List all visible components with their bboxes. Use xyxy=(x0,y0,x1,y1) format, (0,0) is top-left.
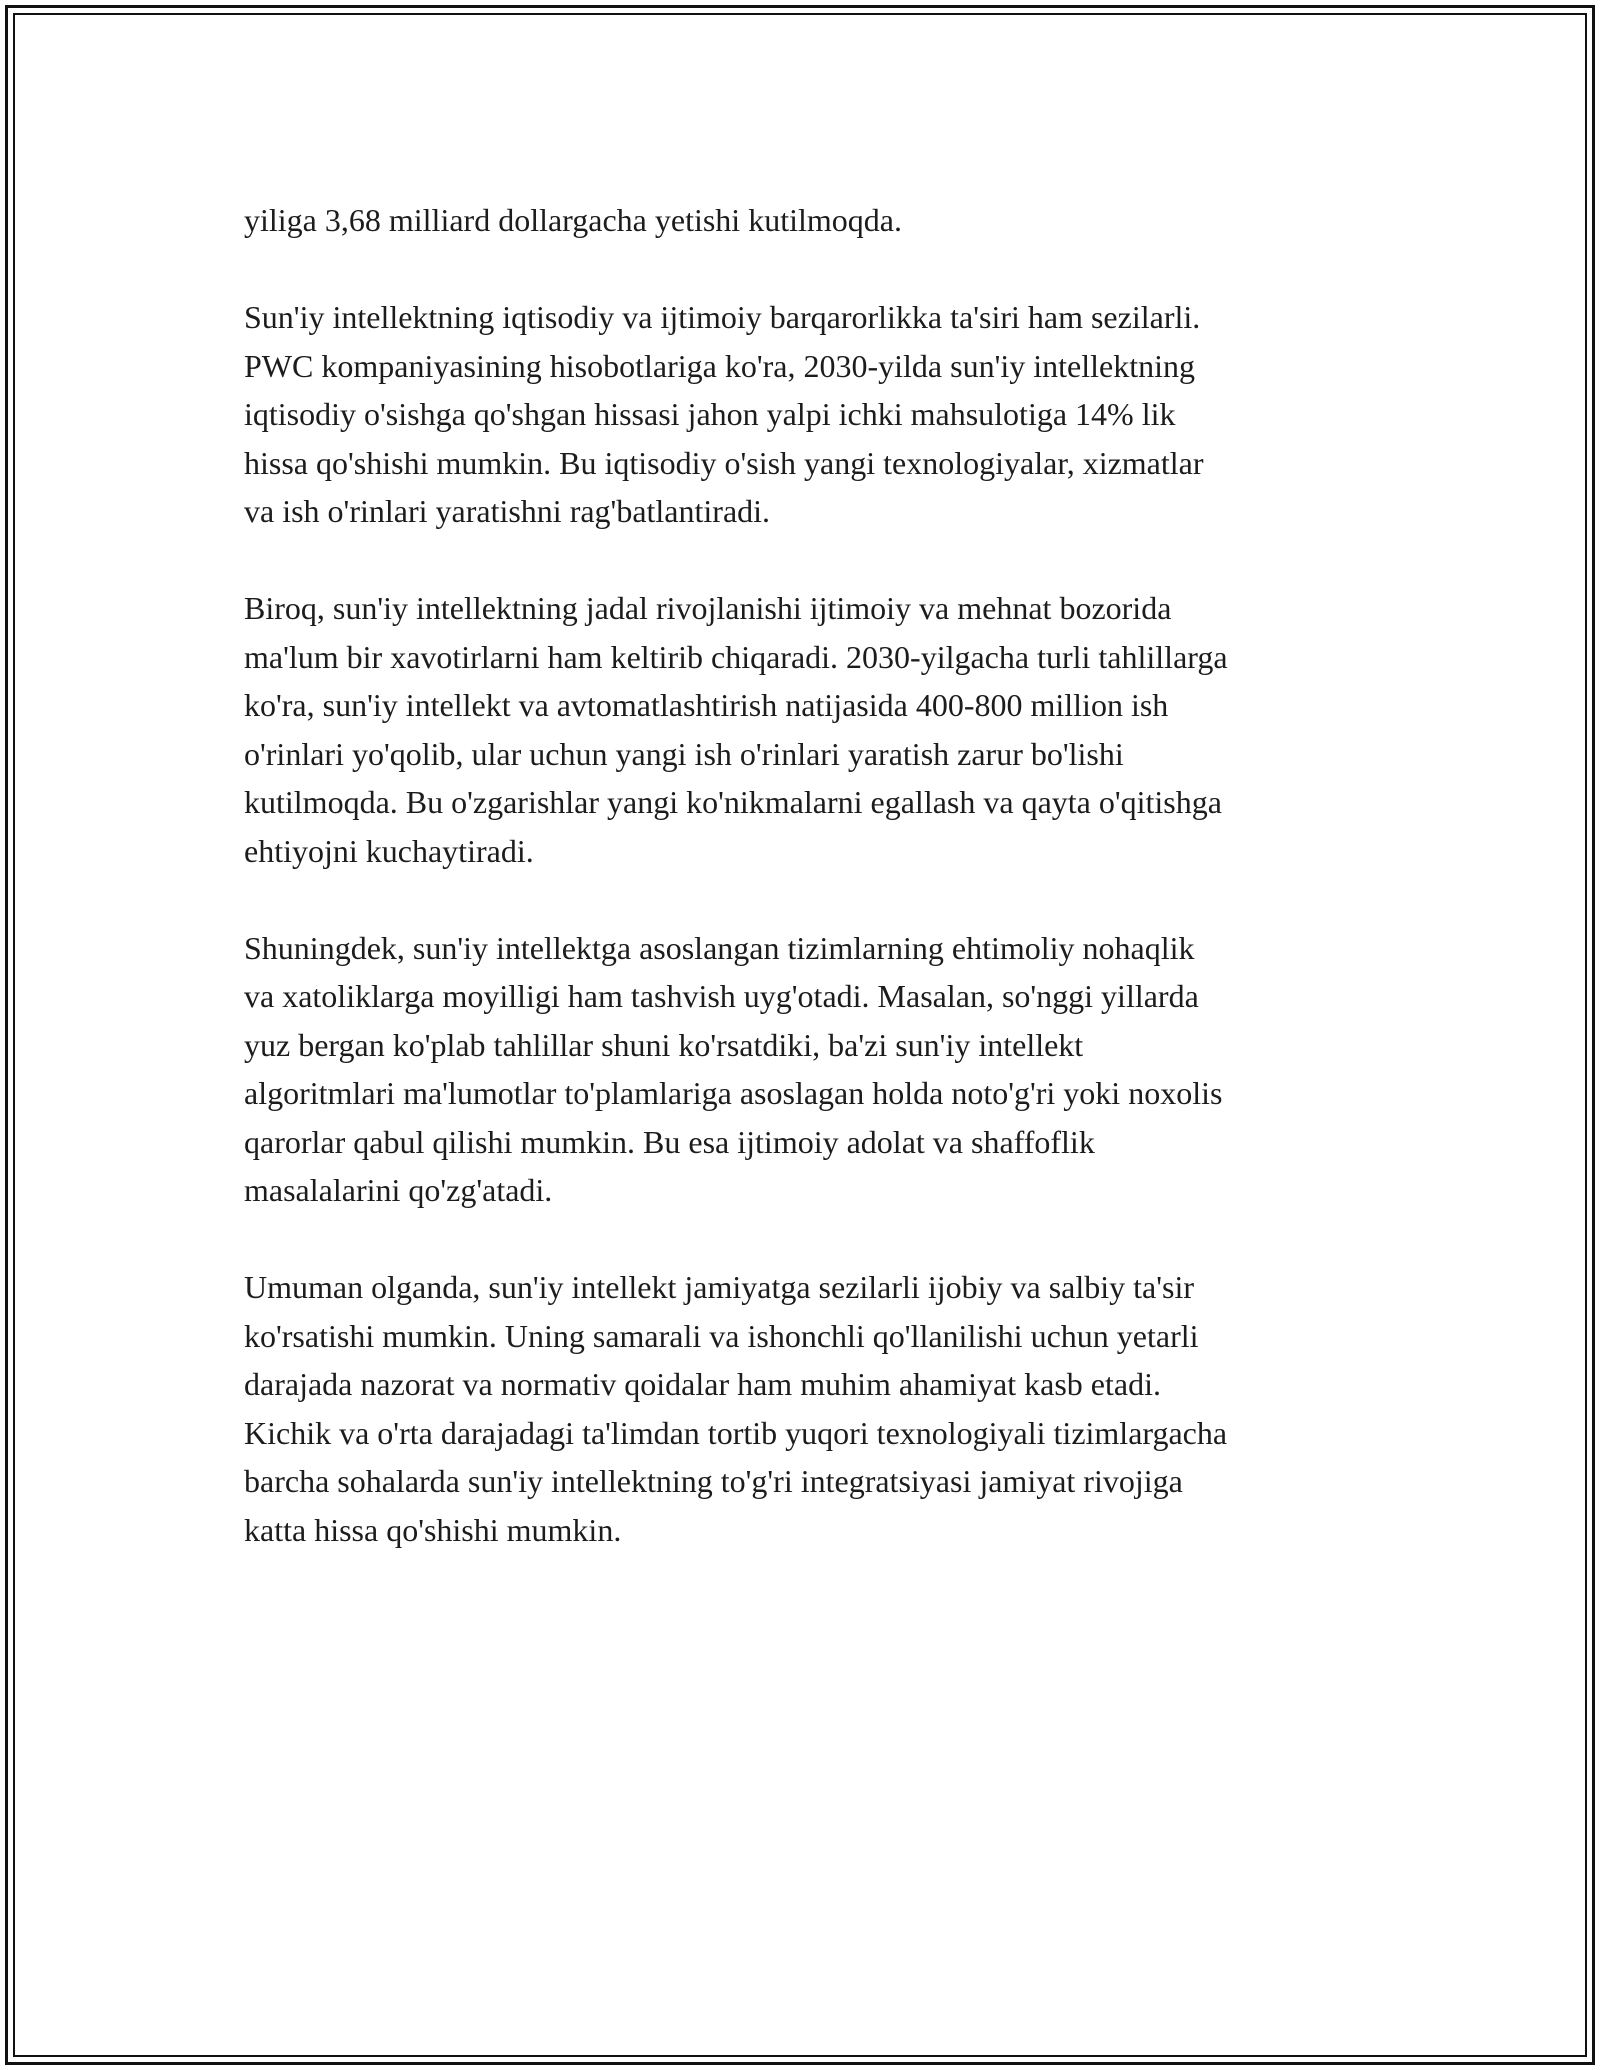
text-line: va ish o'rinlari yaratishni rag'batlantiradi. xyxy=(244,493,771,529)
text-line: ko'ra, sun'iy intellekt va avtomatlashtirish natijasida 400-800 million ish xyxy=(244,687,1169,723)
text-line: qarorlar qabul qilishi mumkin. Bu esa ijtimoiy adolat va shaffoflik xyxy=(244,1123,1095,1160)
text-line: algoritmlari ma'lumotlar to'plamlariga asoslagan holda noto'g'ri yoki noxolis xyxy=(244,1075,1223,1111)
text-line: hissa qo'shishi mumkin. Bu iqtisodiy o'sish yangi texnologiyalar, xizmatlar xyxy=(244,444,1204,481)
text-line: PWC kompaniyasining hisobotlariga ko'ra, 2030-yilda sun'iy intellektning xyxy=(244,347,1195,384)
text-line: ko'rsatishi mumkin. Uning samarali va ishonchli qo'llanilishi uchun yetarli xyxy=(244,1317,1199,1354)
text-line: masalalarini qo'zg'atadi. xyxy=(244,1172,553,1208)
text-line: ma'lum bir xavotirlarni ham keltirib chiqaradi. 2030-yilgacha turli tahlillarga xyxy=(244,638,1228,675)
text-line: yiliga 3,68 milliard dollargacha yetishi kutilmoqda. xyxy=(244,202,902,238)
text-line: katta hissa qo'shishi mumkin. xyxy=(244,1511,622,1548)
paragraph-5 xyxy=(244,1263,1394,1554)
text-line: Sun'iy intellektning iqtisodiy va ijtimoiy barqarorlikka ta'siri ham sezilarli. xyxy=(244,299,1201,335)
page-frame xyxy=(5,5,1595,2065)
paragraph-2 xyxy=(244,293,1394,536)
text-line: barcha sohalarda sun'iy intellektning to'g'ri integratsiyasi jamiyat rivojiga xyxy=(244,1463,1183,1499)
paragraph-1 xyxy=(244,196,1394,245)
text-line: Biroq, sun'iy intellektning jadal rivojlanishi ijtimoiy va mehnat bozorida xyxy=(244,590,1172,626)
text-line: Shuningdek, sun'iy intellektga asoslangan tizimlarning ehtimoliy nohaqlik xyxy=(244,929,1195,966)
text-line: darajada nazorat va normativ qoidalar ham muhim ahamiyat kasb etadi. xyxy=(244,1366,1161,1402)
text-line: kutilmoqda. Bu o'zgarishlar yangi ko'nikmalarni egallash va qayta o'qitishga xyxy=(244,784,1222,820)
paragraph-4 xyxy=(244,924,1394,1215)
text-line: o'rinlari yo'qolib, ular uchun yangi ish o'rinlari yaratish zarur bo'lishi xyxy=(244,735,1124,772)
text-line: Kichik va o'rta darajadagi ta'limdan tortib yuqori texnologiyali tizimlargacha xyxy=(244,1414,1228,1451)
text-line: va xatoliklarga moyilligi ham tashvish uyg'otadi. Masalan, so'nggi yillarda xyxy=(244,978,1199,1014)
text-line: yuz bergan ko'plab tahlillar shuni ko'rsatdiki, ba'zi sun'iy intellekt xyxy=(244,1026,1084,1063)
paragraph-3 xyxy=(244,584,1394,875)
text-line: ehtiyojni kuchaytiradi. xyxy=(244,832,534,869)
text-line: iqtisodiy o'sishga qo'shgan hissasi jahon yalpi ichki mahsulotiga 14% lik xyxy=(244,396,1176,432)
text-line: Umuman olganda, sun'iy intellekt jamiyatga sezilarli ijobiy va salbiy ta'sir xyxy=(244,1269,1194,1305)
document-body xyxy=(244,196,1394,1554)
